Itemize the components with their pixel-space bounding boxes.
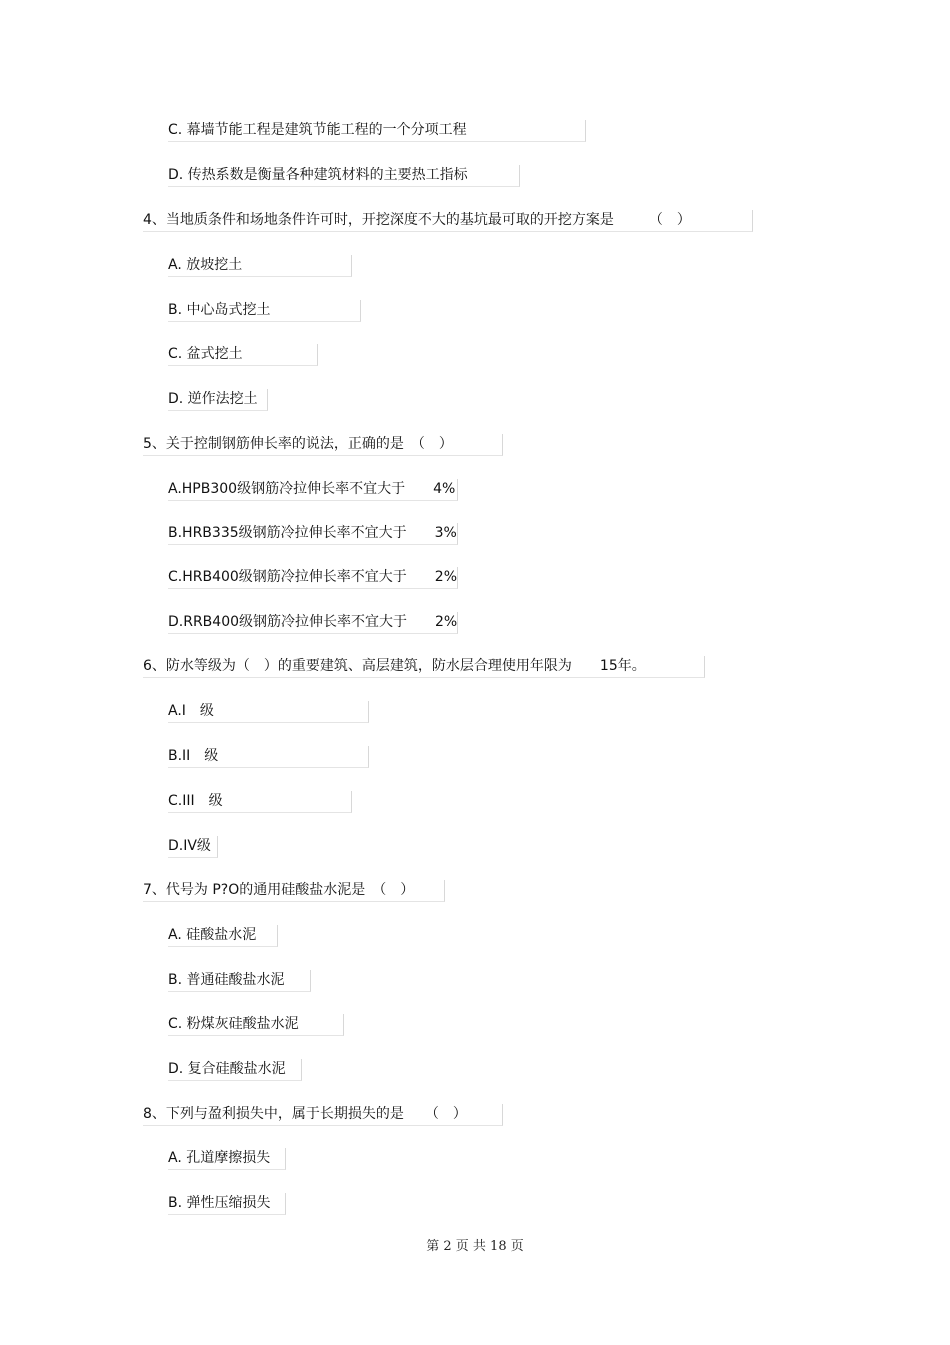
- option-a-q6: A.I 级: [168, 701, 369, 723]
- question-6: 6、防水等级为（ ）的重要建筑、高层建筑，防水层合理使用年限为 15年。: [143, 656, 705, 678]
- option-c-q4: C. 盆式挖土: [168, 344, 318, 366]
- option-d-q6: D.IV级: [168, 836, 218, 858]
- option-c-q3: C. 幕墙节能工程是建筑节能工程的一个分项工程: [168, 120, 586, 142]
- question-5: 5、关于控制钢筋伸长率的说法，正确的是 （ ）: [143, 434, 503, 456]
- option-c-q5: C.HRB400级钢筋冷拉伸长率不宜大于 2%: [168, 567, 458, 589]
- option-d-q3: D. 传热系数是衡量各种建筑材料的主要热工指标: [168, 165, 520, 187]
- question-8: 8、下列与盈利损失中，属于长期损失的是 （ ）: [143, 1104, 503, 1126]
- option-d-q7: D. 复合硅酸盐水泥: [168, 1059, 302, 1081]
- option-d-q5: D.RRB400级钢筋冷拉伸长率不宜大于 2%: [168, 612, 458, 634]
- option-b-q4: B. 中心岛式挖土: [168, 300, 361, 322]
- option-b-q7: B. 普通硅酸盐水泥: [168, 970, 311, 992]
- option-a-q5: A.HPB300级钢筋冷拉伸长率不宜大于 4%: [168, 479, 458, 501]
- option-b-q5: B.HRB335级钢筋冷拉伸长率不宜大于 3%: [168, 523, 458, 545]
- option-d-q4: D. 逆作法挖土: [168, 389, 268, 411]
- option-b-q6: B.II 级: [168, 746, 369, 768]
- option-c-q6: C.III 级: [168, 791, 352, 813]
- question-7: 7、代号为 P?O的通用硅酸盐水泥是 （ ）: [143, 880, 445, 902]
- page-footer: 第 2 页 共 18 页: [426, 1239, 524, 1254]
- option-a-q7: A. 硅酸盐水泥: [168, 925, 278, 947]
- option-a-q4: A. 放坡挖土: [168, 255, 352, 277]
- question-4: 4、当地质条件和场地条件许可时，开挖深度不大的基坑最可取的开挖方案是 （ ）: [143, 210, 753, 232]
- option-c-q7: C. 粉煤灰硅酸盐水泥: [168, 1014, 344, 1036]
- option-b-q8: B. 弹性压缩损失: [168, 1193, 286, 1215]
- option-a-q8: A. 孔道摩擦损失: [168, 1148, 286, 1170]
